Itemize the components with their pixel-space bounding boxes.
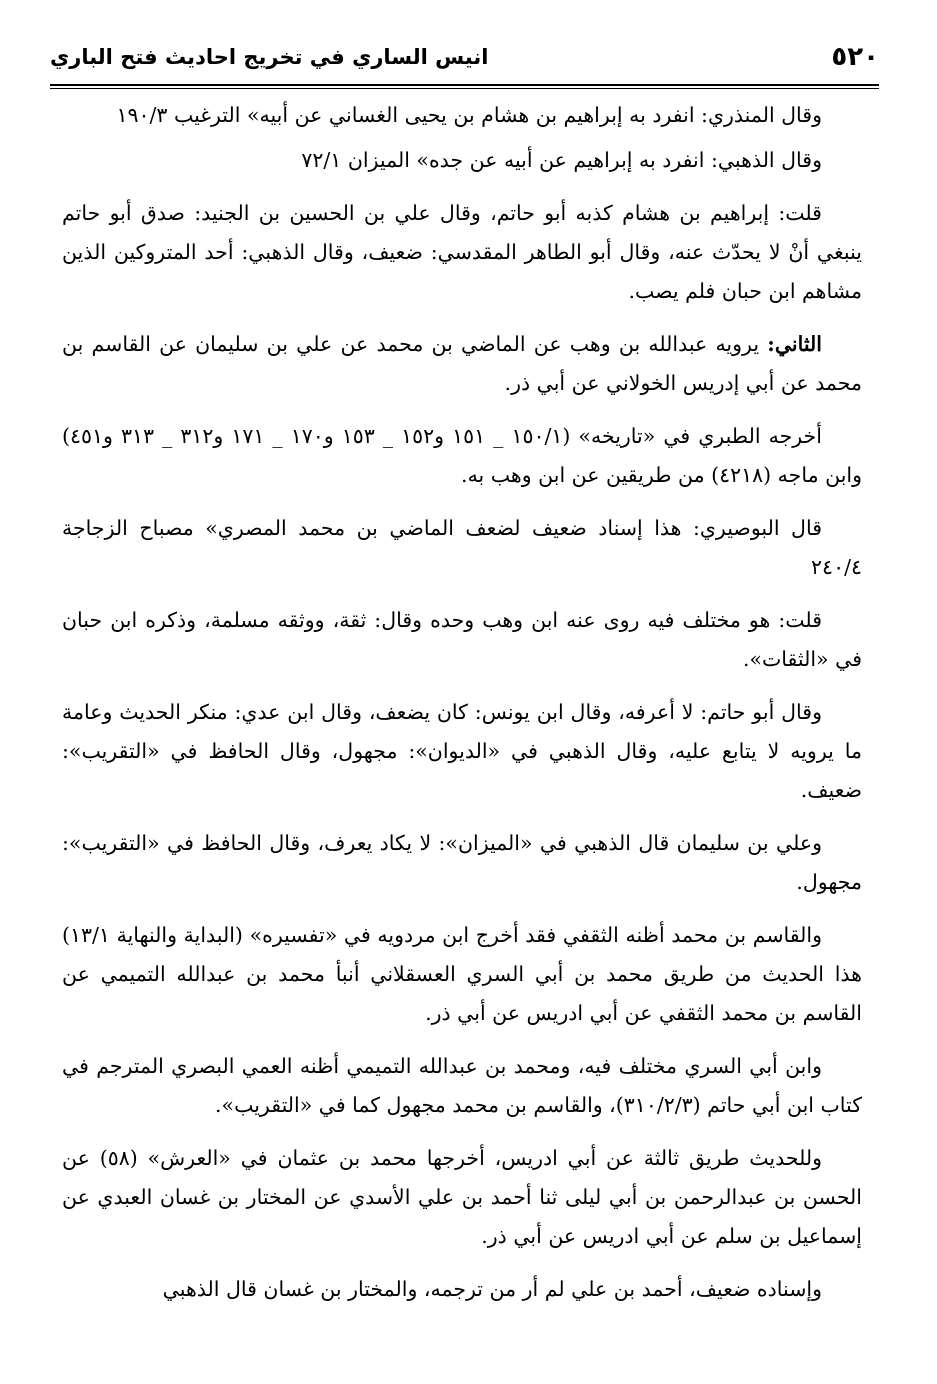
- paragraph-text: وابن أبي السري مختلف فيه، ومحمد بن عبدالله التميمي أظنه العمي البصري المترجم في كتاب ابن أبي حاتم (٣١٠/٢/٣)، والقاسم بن محمد مجهول كما في «التقريب».: [62, 1054, 862, 1117]
- paragraph-text: قلت: إبراهيم بن هشام كذبه أبو حاتم، وقال علي بن الحسين بن الجنيد: صدق أبو حاتم ينبغي أنْ لا يحدّث عنه، وقال أبو الطاهر المقدسي: ضعيف، وقال الذهبي: أحد المتروكين الذين مشاهم ابن حبان فلم يصب.: [62, 201, 862, 303]
- paragraph-text: يرويه عبدالله بن وهب عن الماضي بن محمد عن علي بن سليمان عن القاسم بن محمد عن أبي إدريس الخولاني عن أبي ذر.: [62, 332, 862, 395]
- paragraph: [62, 1139, 862, 1256]
- paragraph: [62, 1270, 862, 1309]
- paragraph: [62, 141, 862, 180]
- paragraph-text: وقال الذهبي: انفرد به إبراهيم عن أبيه عن جده» الميزان ٧٢/١: [301, 148, 822, 172]
- paragraph: [62, 693, 862, 810]
- body-text: [62, 96, 862, 1323]
- paragraph-text: وللحديث طريق ثالثة عن أبي ادريس، أخرجها محمد بن عثمان في «العرش» (٥٨) عن الحسن بن عبدالرحمن بن أبي ليلى ثنا أحمد بن علي الأسدي عن المختار بن غسان العبدي عن إسماعيل بن سلم عن أبي ادريس عن أبي ذر.: [62, 1146, 862, 1248]
- paragraph: [62, 194, 862, 311]
- paragraph-text: وعلي بن سليمان قال الذهبي في «الميزان»: لا يكاد يعرف، وقال الحافظ في «التقريب»: مجهول.: [62, 831, 862, 894]
- paragraph: [62, 509, 862, 587]
- paragraph: [62, 325, 862, 403]
- header-divider: [50, 84, 879, 89]
- paragraph-text: وقال أبو حاتم: لا أعرفه، وقال ابن يونس: كان يضعف، وقال ابن عدي: منكر الحديث وعامة ما يرويه لا يتابع عليه، وقال الذهبي في «الديوان»: مجهول، وقال الحافظ في «التقريب»: ضعيف.: [62, 700, 862, 802]
- paragraph: [62, 417, 862, 495]
- paragraph-text: وإسناده ضعيف، أحمد بن علي لم أر من ترجمه، والمختار بن غسان قال الذهبي: [162, 1277, 822, 1301]
- paragraph-text: قلت: هو مختلف فيه روى عنه ابن وهب وحده وقال: ثقة، ووثقه مسلمة، وذكره ابن حبان في «الثقات».: [62, 608, 862, 671]
- paragraph-lead: الثاني:: [767, 332, 822, 356]
- paragraph-text: أخرجه الطبري في «تاريخه» (١٥٠/١ _ ١٥١ و١٥٢ _ ١٥٣ و١٧٠ _ ١٧١ و٣١٢ _ ٣١٣ و٤٥١) وابن ماجه (٤٢١٨) من طريقين عن ابن وهب به.: [62, 424, 862, 487]
- running-title: انيس الساري في تخريج احاديث فتح الباري: [50, 45, 489, 69]
- page-header: [50, 36, 879, 78]
- paragraph-text: وقال المنذري: انفرد به إبراهيم بن هشام بن يحيى الغساني عن أبيه» الترغيب ١٩٠/٣: [116, 103, 822, 127]
- paragraph: [62, 1047, 862, 1125]
- paragraph-text: والقاسم بن محمد أظنه الثقفي فقد أخرج ابن مردويه في «تفسيره» (البداية والنهاية ١٣/١) هذا الحديث من طريق محمد بن أبي السري العسقلاني أنبأ محمد بن عبدالله التميمي عن القاسم بن محمد الثقفي عن أبي ادريس عن أبي ذر.: [62, 923, 862, 1025]
- paragraph: [62, 916, 862, 1033]
- paragraph: [62, 824, 862, 902]
- paragraph: [62, 601, 862, 679]
- paragraph: [62, 96, 862, 135]
- page-number: ٥٢٠: [831, 42, 879, 72]
- paragraph-text: قال البوصيري: هذا إسناد ضعيف لضعف الماضي بن محمد المصري» مصباح الزجاجة ٢٤٠/٤: [62, 516, 862, 579]
